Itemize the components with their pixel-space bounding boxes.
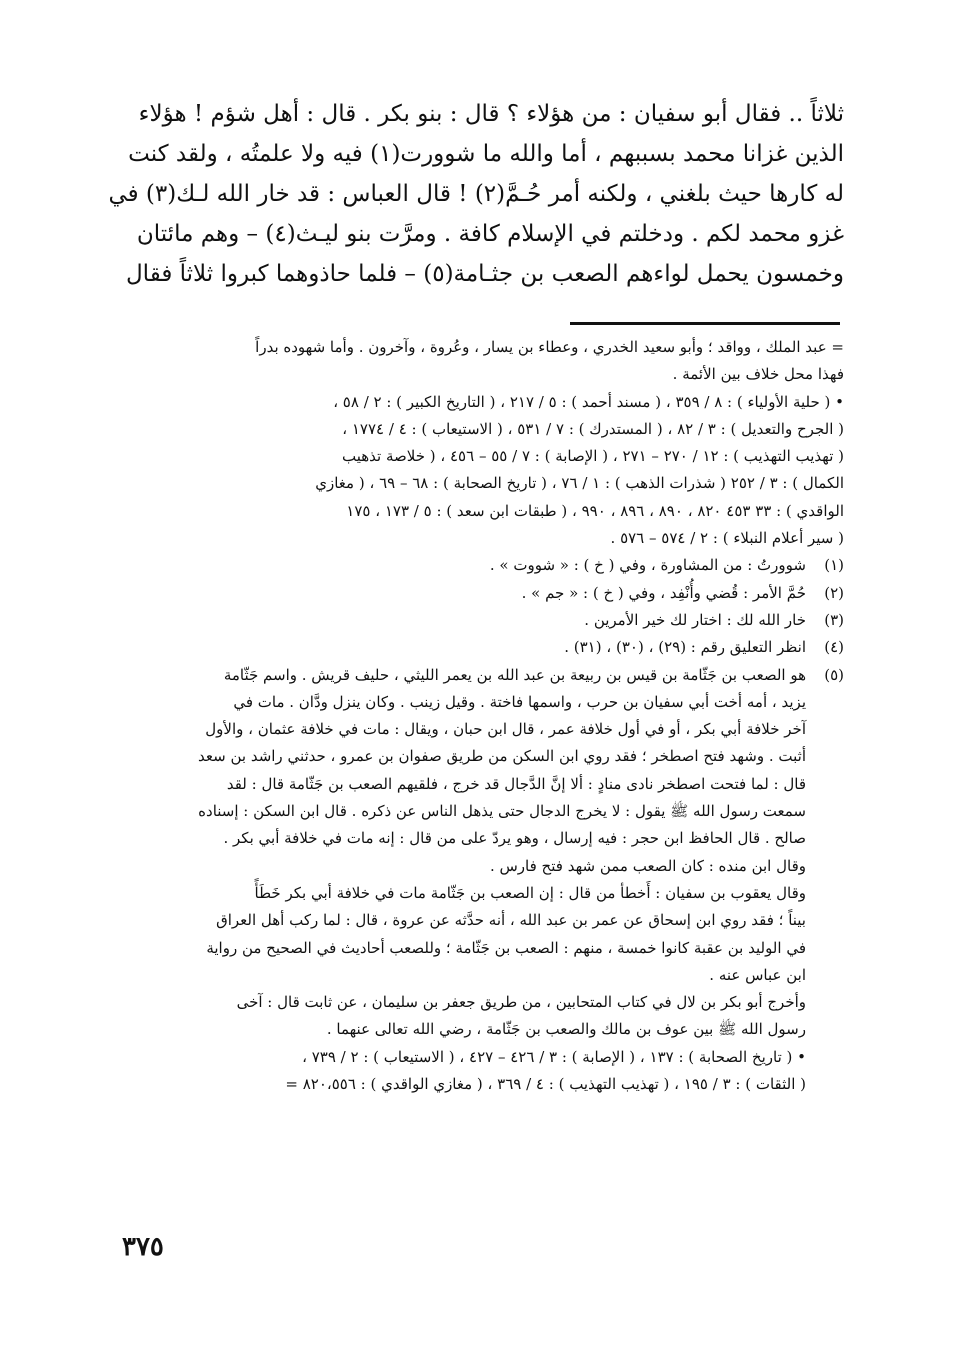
footnote-number: (٥) bbox=[824, 665, 844, 684]
footnote-1 bbox=[112, 552, 844, 579]
note-line: ( سير أعلام النبلاء ) : ٢ / ٥٧٤ – ٥٧٦ . bbox=[610, 529, 844, 548]
note-line: رسول الله ﷺ بين عوف بن مالك والصعب بن جَثّامة ، رضي الله تعالى عنهما . bbox=[326, 1020, 806, 1039]
note-line: بيناً ؛ فقد روي ابن إسحاق عن عمر بن عبد الله ، أنه حدَّثه عن عروة ، قال : لما ركب أهل العراق bbox=[216, 911, 806, 930]
footnote-number: (٢) bbox=[824, 583, 844, 602]
note-line: = عبد الملك ، وواقد ؛ وأبو سعيد الخدري ، وعطاء بن يسار ، وعُروة ، وآخرون . وأما شهوده بدراً bbox=[255, 338, 844, 356]
footnote-2 bbox=[112, 580, 844, 607]
main-text bbox=[108, 94, 844, 294]
note-line: الواقدي ) : ٣٣ ٤٥٣ ٨٢٠ ، ٨٩٠ ، ٨٩٦ ، ٩٩٠ ، ( طبقات ابن سعد ) : ٥ / ١٧٣ ، ١٧٥ bbox=[346, 501, 844, 520]
note-line: قال : لما فتحت اصطخر نادى منادٍ : ألا إنَّ الدَّجال قد خرج ، فلقيهم الصعب بن جَثّامة قال : لقد bbox=[226, 774, 806, 793]
footnote-separator bbox=[570, 322, 840, 325]
footnote-text: هو الصعب بن جَثّامة بن قيس بن ربيعة بن عبد الله بن يعمر الليثي ، حليف قريش . واسم جَثّامة bbox=[223, 665, 806, 684]
note-line: يزيد ، أمه أخت أبي سفيان بن حرب ، واسمها فاختة . وقيل زينب . وكان ينزل ودَّان . مات في bbox=[233, 692, 806, 711]
footnote-5 bbox=[112, 662, 844, 689]
note-line: الكمال ) : ٣ / ٢٥٢ ( شذرات الذهب ) : ١ / ٧٦ ، ( تاريخ الصحابة ) : ٦٨ – ٦٩ ، ( مغازي bbox=[315, 474, 844, 493]
note-line: آخر خلافة أبي بكر ، أو في أول خلافة عمر ، قال ابن حبان ، ويقال : مات في خلافة عثمان ، والأول bbox=[205, 720, 806, 739]
main-line: وخمسون يحمل لواءهم الصعب بن جثـامة(٥) – فلما حاذوهما كبروا ثلاثاً فقال bbox=[125, 261, 844, 287]
note-line: ( الجرح والتعديل ) : ٣ / ٨٢ ، ( المستدرك ) : ٧ / ٥٣١ ، ( الاستيعاب ) : ٤ / ١٧٧٤ ، bbox=[342, 419, 844, 438]
main-line: له كارها حيث بلغني ، ولكنه أمر حُـمَّ(٢) ! قال العباس : قد خار الله لـك(٣) في bbox=[108, 181, 844, 207]
note-line: ( الثقات ) : ٣ / ١٩٥ ، ( تهذيب التهذيب ) : ٤ / ٣٦٩ ، ( مغازي الواقدي ) : ٨٢٠،٥٥٦ = bbox=[285, 1075, 806, 1094]
note-line: وقال يعقوب بن سفيان : أَخطأ من قال : إن الصعب بن جَثّامة مات في خلافة أبي بكر خَطَأً bbox=[254, 883, 806, 902]
note-line: سمعت رسول الله ﷺ يقول : لا يخرج الدجال حتى يذهل الناس عن ذكره . قال ابن السكن : إسناده bbox=[198, 802, 806, 821]
footnote-text: خار الله لك : اختار لك خير الأمرين . bbox=[584, 610, 806, 629]
note-line: صالح . قال الحافظ ابن حجر : فيه إرسال ، وهو يردّ على من قال : إنه مات في خلافة أبي بكر . bbox=[223, 829, 806, 848]
note-line: وأخرج أبو بكر بن لال في كتاب المتحابين ، من طريق جعفر بن سليمان ، عن ثابت قال : آخى bbox=[236, 993, 806, 1012]
note-line: وقال ابن منده : كان الصعب ممن شهد فتح فارس . bbox=[489, 856, 806, 875]
main-line: الذين غزانا محمد بسببهم ، أما والله ما شوورت(١) فيه ولا علمتُه ، ولقد كنت bbox=[128, 141, 844, 167]
footnote-number: (٤) bbox=[824, 638, 844, 657]
footnote-4 bbox=[112, 634, 844, 661]
main-line: غزو محمد لكم . ودخلتم في الإسلام كافة . ومرَّت بنو ليـث(٤) – وهم مائتان bbox=[136, 221, 844, 247]
note-line: ابن عباس عنه . bbox=[709, 965, 806, 984]
note-line: فهذا محل خلاف بين الأئمة . bbox=[672, 365, 844, 384]
note-line: • ( حلية الأولياء ) : ٨ / ٣٥٩ ، ( مسند أحمد ) : ٥ / ٢١٧ ، ( التاريخ الكبير ) : ٢ / ٥٨ ، bbox=[333, 392, 844, 411]
footnotes bbox=[112, 334, 844, 1098]
note-line: ( تهذيب التهذيب ) : ١٢ / ٢٧٠ – ٢٧١ ، ( الإصابة ) : ٧ / ٥٥ – ٤٥٦ ، ( خلاصة تذهيب bbox=[342, 447, 844, 466]
footnote-number: (٣) bbox=[824, 610, 844, 629]
footnote-number: (١) bbox=[824, 556, 844, 575]
footnote-3 bbox=[112, 607, 844, 634]
note-line: • ( تاريخ الصحابة ) : ١٣٧ ، ( الإصابة ) : ٣ / ٤٢٦ – ٤٢٧ ، ( الاستيعاب ) : ٢ / ٧٣٩ ، bbox=[302, 1047, 806, 1066]
main-line: ثلاثاً .. فقال أبو سفيان : من هؤلاء ؟ قال : بنو بكر . قال : أهل شؤم ! هؤلاء bbox=[138, 101, 844, 127]
footnote-text: حُمَّ الأمر : قُضي وأُنْفِد ، وفي ( خ ) : « جم » . bbox=[521, 583, 806, 602]
footnote-text: شوورتُ : من المشاورة ، وفي ( خ ) : « شووت » . bbox=[489, 556, 806, 575]
note-line: في الوليد بن عقبة كانوا خمسة ، منهم : الصعب بن جَثّامة ؛ وللصعب أحاديث في الصحيح من رواية bbox=[206, 938, 806, 957]
footnote-text: انظر التعليق رقم : (٢٩) ، (٣٠) ، (٣١) . bbox=[564, 638, 806, 657]
page-number: ٣٧٥ bbox=[122, 1232, 164, 1262]
note-line: أثبت . وشهد فتح اصطخر ؛ فقد روي ابن السكن من طريق صفوان بن عمرو ، حدثني راشد بن سعد bbox=[198, 747, 806, 766]
